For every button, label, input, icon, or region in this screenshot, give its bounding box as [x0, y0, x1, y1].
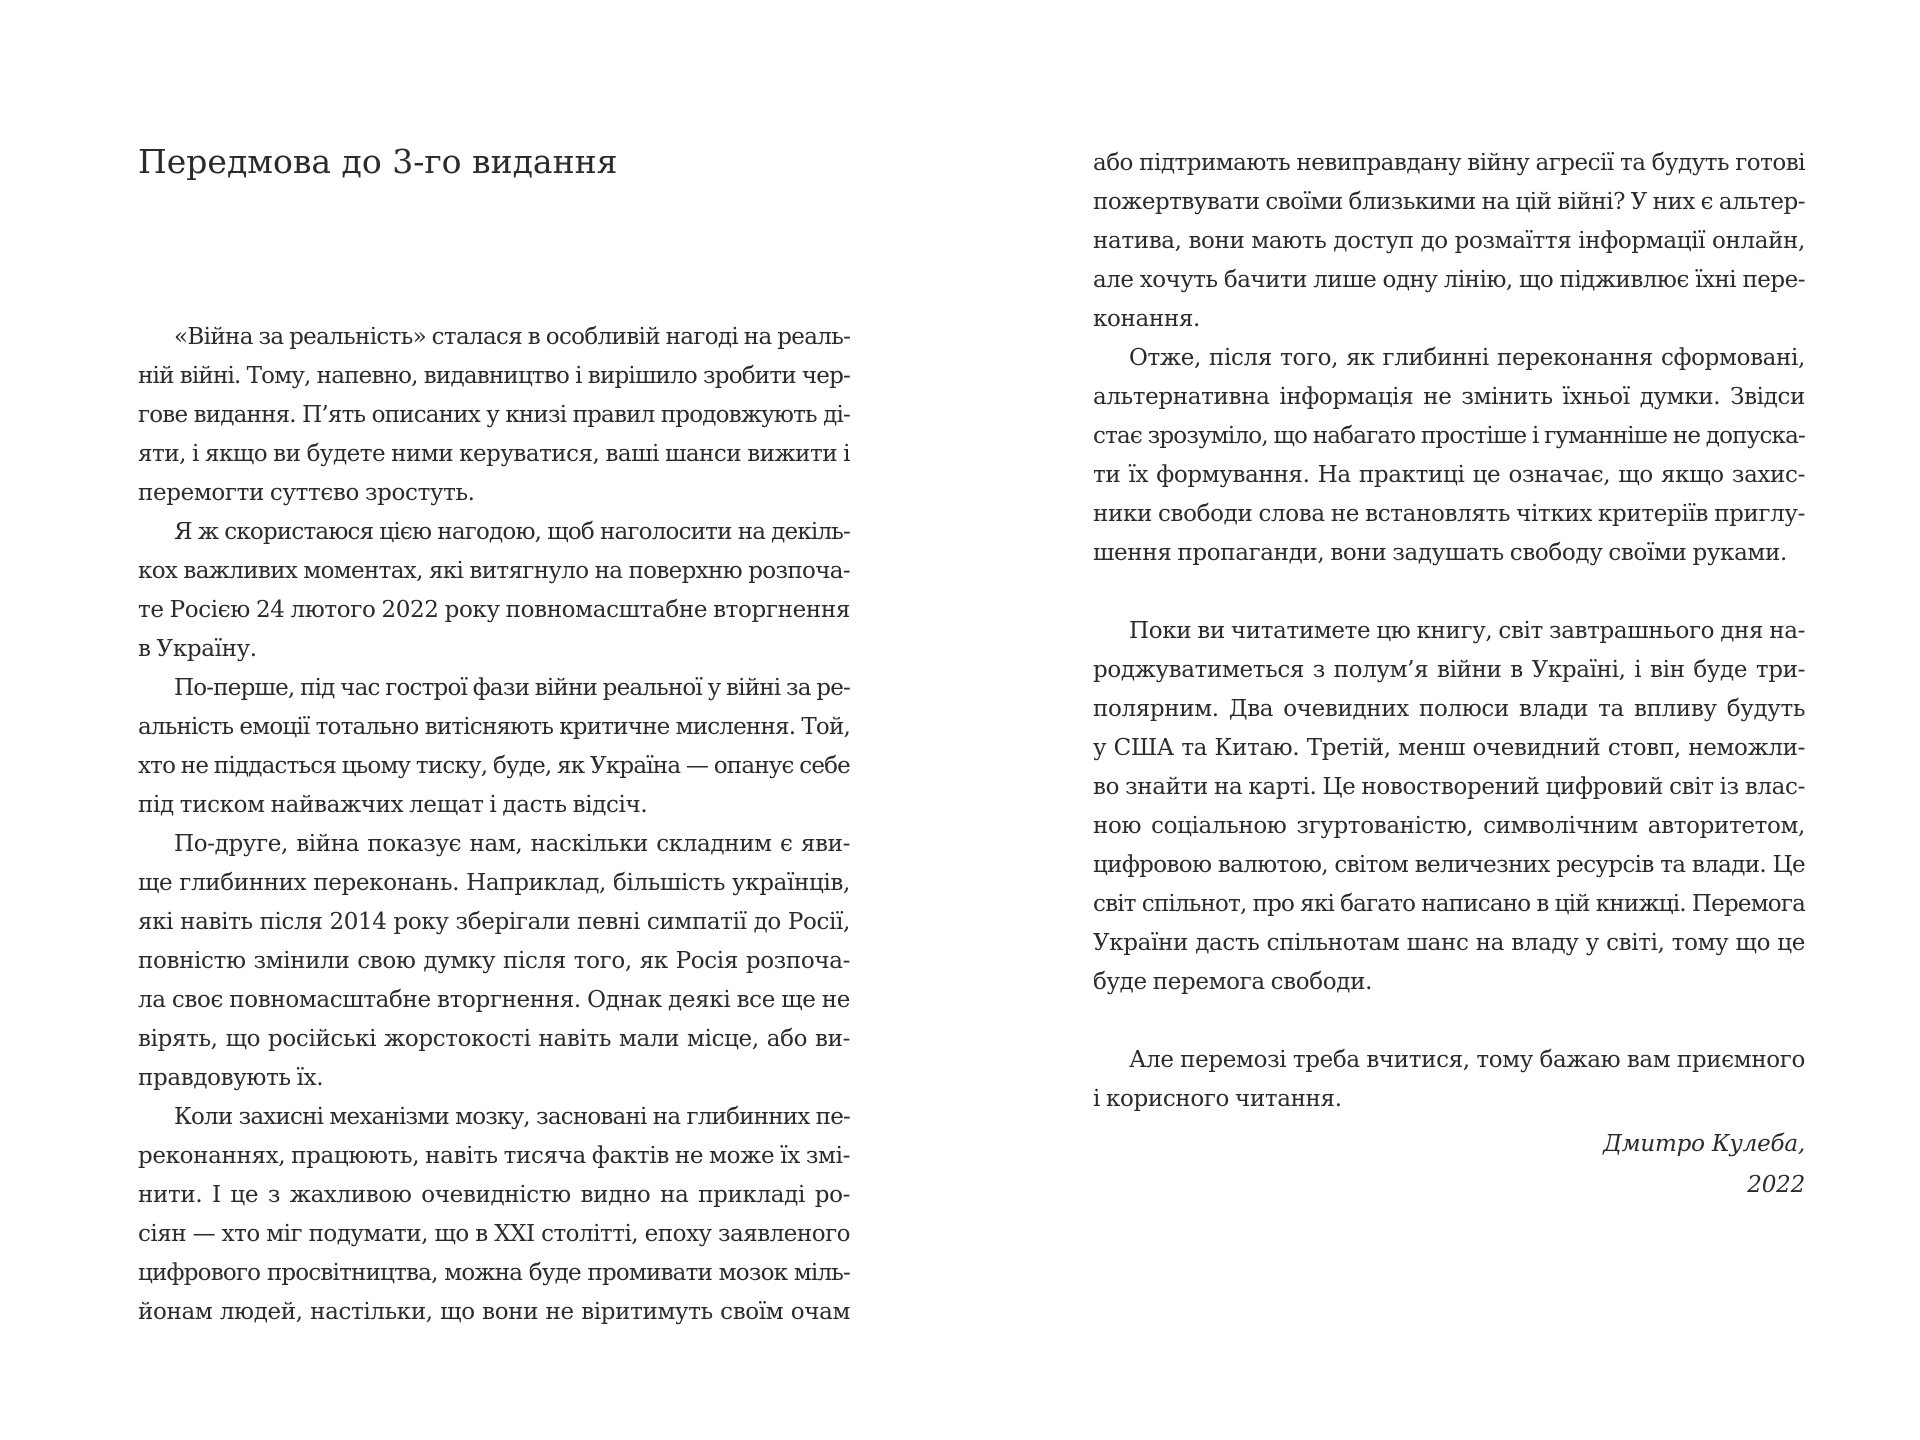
text-line: цифрового просвітництва, можна буде промивати мозок міль- [138, 1260, 850, 1286]
text-line: цифровою валютою, світом величезних ресурсів та влади. Це [1093, 852, 1805, 878]
left-page [138, 0, 850, 1440]
text-line: роджуватиметься з полум’я війни в Україні, і він буде три- [1093, 657, 1805, 683]
text-line: альтернативна інформація не змінить їхньої думки. Звідси [1093, 384, 1805, 410]
right-page [1093, 0, 1805, 1440]
author-signature: Дмитро Кулеба, [1603, 1131, 1805, 1157]
text-line: полярним. Два очевидних полюси влади та впливу будуть [1093, 696, 1805, 722]
text-line: хто не піддасться цьому тиску, буде, як Україна — опанує себе [138, 753, 850, 779]
right-page-text [1093, 144, 1805, 1206]
paragraph-gap [1093, 1002, 1805, 1041]
text-line: стає зрозуміло, що набагато простіше і гуманніше не допуска- [1093, 423, 1805, 449]
text-line: гове видання. П’ять описаних у книзі правил продовжують ді- [138, 402, 850, 428]
text-line: світ спільнот, про які багато написано в цій книжці. Перемога [1093, 891, 1805, 917]
text-line: Коли захисні механізми мозку, засновані на глибинних пе- [174, 1104, 850, 1130]
text-line: але хочуть бачити лише одну лінію, що підживлює їхні пере- [1093, 267, 1805, 293]
text-line: вірять, що російські жорстокості навіть мали місце, або ви- [138, 1026, 850, 1052]
text-line: або підтримають невиправдану війну агресії та будуть готові [1093, 150, 1805, 176]
text-line: ти їх формування. На практиці це означає, що якщо захис- [1093, 462, 1805, 488]
text-line: нити. І це з жахливою очевидністю видно на прикладі ро- [138, 1182, 850, 1208]
text-line: реконаннях, працюють, навіть тисяча фактів не може їх змі- [138, 1143, 850, 1169]
text-line: повністю змінили свою думку після того, як Росія розпоча- [138, 948, 850, 974]
text-line: правдовують їх. [138, 1065, 324, 1091]
text-line: те Росією 24 лютого 2022 року повномасштабне вторгнення [138, 597, 850, 623]
chapter-heading: Передмова до 3-го видання [138, 142, 618, 181]
text-line: натива, вони мають доступ до розмаїття інформації онлайн, [1093, 228, 1805, 254]
text-line: сіян — хто міг подумати, що в ХХІ столітті, епоху заявленого [138, 1221, 850, 1247]
text-line: ще глибинних переконань. Наприклад, більшість українців, [138, 870, 850, 896]
text-line: По-перше, під час гострої фази війни реальної у війні за ре- [174, 675, 850, 701]
left-page-text [138, 318, 850, 1332]
text-line: України дасть спільнотам шанс на владу у світі, тому що це [1093, 930, 1805, 956]
text-line: і корисного читання. [1093, 1086, 1342, 1112]
text-line: пожертвувати своїми близькими на цій війні? У них є альтер- [1093, 189, 1805, 215]
text-line: ла своє повномасштабне вторгнення. Однак деякі все ще не [138, 987, 850, 1013]
text-line: під тиском найважчих лещат і дасть відсіч. [138, 792, 648, 818]
text-line: конання. [1093, 306, 1200, 332]
text-line: перемогти суттєво зростуть. [138, 480, 475, 506]
text-line: Отже, після того, як глибинні переконання сформовані, [1129, 345, 1805, 371]
text-line: у США та Китаю. Третій, менш очевидний стовп, неможли- [1093, 735, 1805, 761]
text-line: йонам людей, настільки, що вони не віритимуть своїм очам [138, 1299, 850, 1325]
text-line: По-друге, війна показує нам, наскільки складним є яви- [174, 831, 850, 857]
text-line: буде перемога свободи. [1093, 969, 1373, 995]
text-line: ній війні. Тому, напевно, видавництво і вирішило зробити чер- [138, 363, 850, 389]
text-line: Поки ви читатимете цю книгу, світ завтрашнього дня на- [1129, 618, 1805, 644]
text-line: Я ж скористаюся цією нагодою, щоб наголосити на декіль- [174, 519, 850, 545]
paragraph-gap [1093, 573, 1805, 612]
text-line: Але перемозі треба вчитися, тому бажаю вам приємного [1129, 1047, 1805, 1073]
signature-year: 2022 [1747, 1172, 1805, 1198]
text-line: альність емоції тотально витісняють критичне мислення. Той, [138, 714, 850, 740]
text-line: шення пропаганди, вони задушать свободу своїми руками. [1093, 540, 1787, 566]
text-line: ною соціальною згуртованістю, символічним авторитетом, [1093, 813, 1805, 839]
text-line: яти, і якщо ви будете ними керуватися, ваші шанси вижити і [138, 441, 850, 467]
text-line: ники свободи слова не встановлять чітких критеріїв приглу- [1093, 501, 1805, 527]
text-line: які навіть після 2014 року зберігали певні симпатії до Росії, [138, 909, 850, 935]
text-line: во знайти на карті. Це новостворений цифровий світ із влас- [1093, 774, 1805, 800]
text-line: «Війна за реальність» сталася в особливій нагоді на реаль- [174, 324, 851, 350]
text-line: кох важливих моментах, які витягнуло на поверхню розпоча- [138, 558, 850, 584]
text-line: в Україну. [138, 636, 257, 662]
